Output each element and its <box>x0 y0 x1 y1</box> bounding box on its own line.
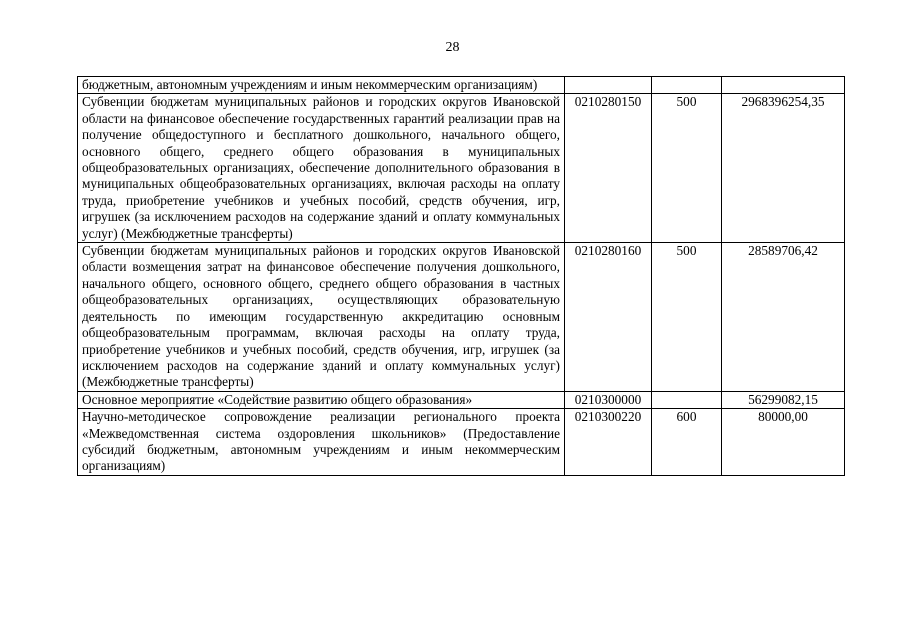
row-name: Научно-методическое сопровождение реализации регионального проекта «Межведомственная система оздоровления школьников» (Предоставление субсидий бюджетным, автономным учреждениям и иным некоммерческим организациям) <box>78 409 565 476</box>
row-expense-type: 500 <box>652 94 722 243</box>
row-expense-type: 600 <box>652 409 722 476</box>
row-name: Субвенции бюджетам муниципальных районов и городских округов Ивановской области возмещения затрат на финансовое обеспечение получения дошкольного, начального общего, основного общего, среднего общего образования в частных общеобразовательных организациях, осуществляющих образовательную деятельность по имеющим государственную аккредитацию основным общеобразовательным программам, включая расходы на оплату труда, приобретение учебников и учебных пособий, средств обучения, игр, игрушек (за исключением расходов на содержание зданий и оплату коммунальных услуг) (Межбюджетные трансферты) <box>78 243 565 392</box>
row-code: 0210300220 <box>565 409 652 476</box>
page-number: 28 <box>445 40 460 55</box>
row-name: бюджетным, автономным учреждениям и иным некоммерческим организациям) <box>78 77 565 94</box>
budget-table <box>77 76 845 476</box>
row-name: Основное мероприятие «Содействие развитию общего образования» <box>78 391 565 408</box>
row-code: 0210300000 <box>565 391 652 408</box>
row-expense-type <box>652 77 722 94</box>
row-code: 0210280160 <box>565 243 652 392</box>
table-row <box>78 409 845 476</box>
table-row <box>78 243 845 392</box>
row-name: Субвенции бюджетам муниципальных районов и городских округов Ивановской области на финансовое обеспечение государственных гарантий реализации прав на получение общедоступного и бесплатного дошкольного, начального общего, основного общего, среднего общего образования в муниципальных общеобразовательных организациях, обеспечение дополнительного образования в муниципальных общеобразовательных организациях, включая расходы на оплату труда, приобретение учебников и учебных пособий, средств обучения, игр, игрушек (за исключением расходов на содержание зданий и оплату коммунальных услуг) (Межбюджетные трансферты) <box>78 94 565 243</box>
row-code: 0210280150 <box>565 94 652 243</box>
table-row <box>78 391 845 408</box>
row-sum: 56299082,15 <box>722 391 845 408</box>
row-expense-type <box>652 391 722 408</box>
table-row <box>78 94 845 243</box>
row-sum: 80000,00 <box>722 409 845 476</box>
row-code <box>565 77 652 94</box>
row-expense-type: 500 <box>652 243 722 392</box>
row-sum: 2968396254,35 <box>722 94 845 243</box>
row-sum <box>722 77 845 94</box>
row-sum: 28589706,42 <box>722 243 845 392</box>
table-row <box>78 77 845 94</box>
